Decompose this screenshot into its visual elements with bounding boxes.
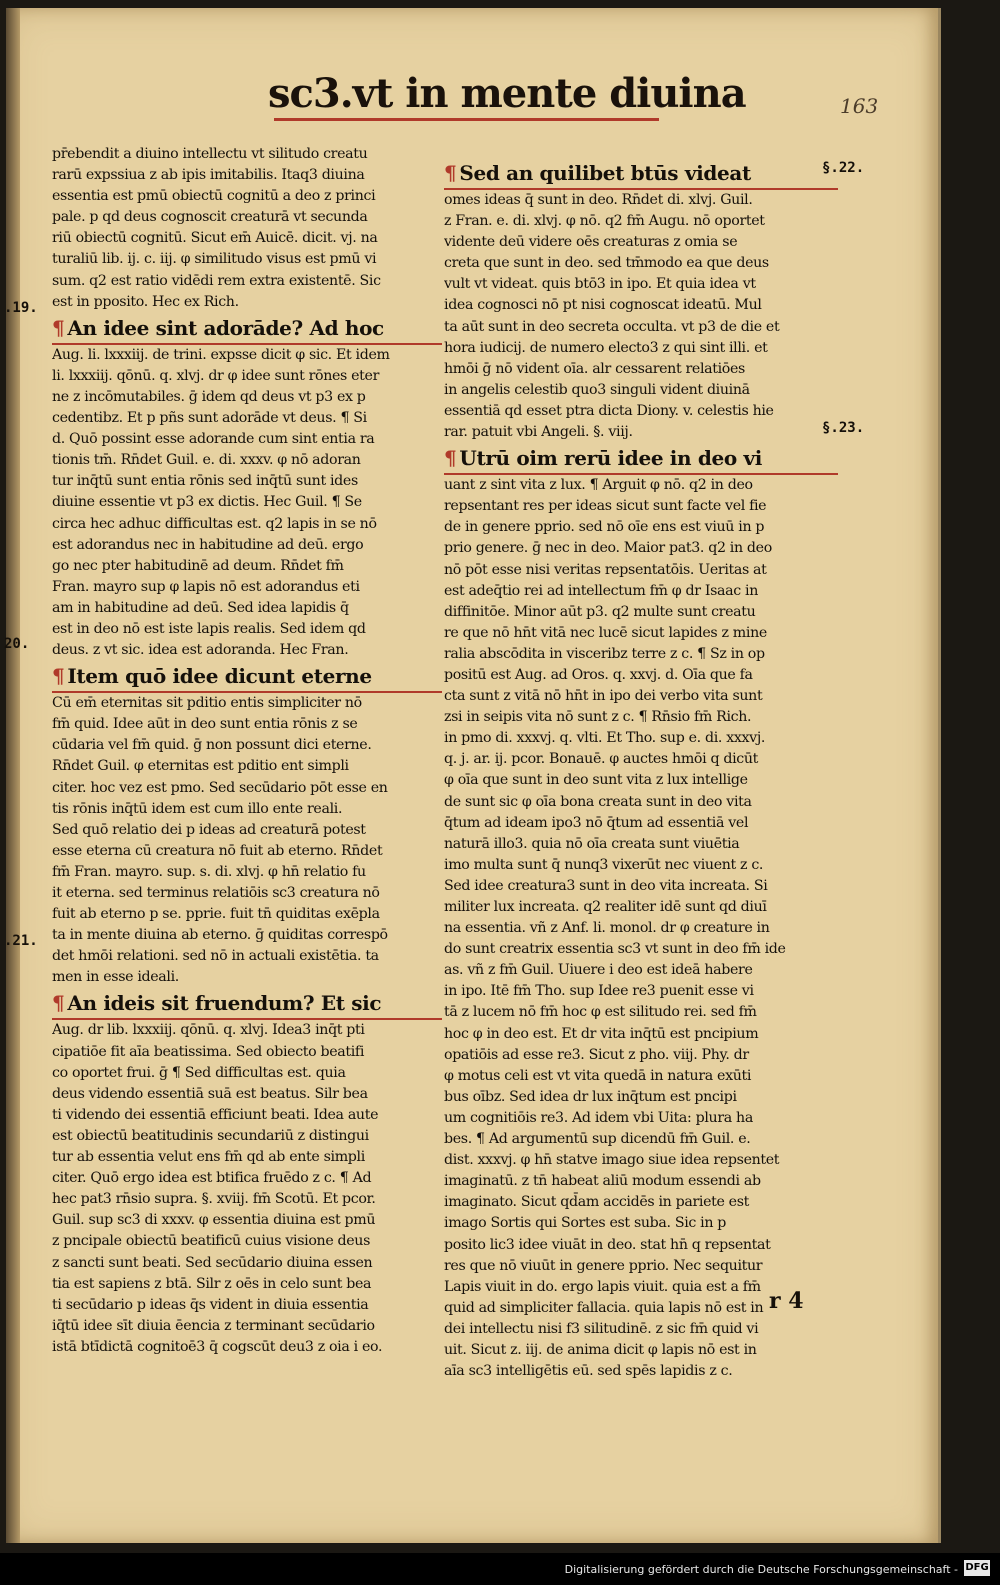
text-line: z sancti sunt beati. Sed secūdario diuina essen <box>52 1254 373 1271</box>
text-line: Sed quō relatio dei p ideas ad creaturā potest <box>52 821 366 838</box>
text-line: deus videndo essentiā suā est beatus. Silr bea <box>52 1085 368 1102</box>
text-line: cipatiōe fit aīa beatissima. Sed obiecto beatifi <box>52 1043 365 1060</box>
section-heading-19: ¶ An idee sint adorāde? Ad hoc <box>52 313 442 345</box>
folio-number: 163 <box>840 94 879 118</box>
text-line: fm̄ Fran. mayro. sup. s. di. xlvj. φ hn̄ relatio fu <box>52 863 366 880</box>
text-line: repsentant res per ideas sicut sunt facte vel fie <box>444 498 767 515</box>
text-line: Rn̄det Guil. φ eternitas est pditio ent simpli <box>52 758 349 775</box>
text-line: uit. Sicut z. iij. de anima dicit φ lapis nō est in <box>444 1341 757 1358</box>
margin-note-22: §.22. <box>822 160 865 176</box>
text-line: res que nō viuūt in genere pprio. Nec sequitur <box>444 1257 763 1274</box>
pilcrow-mark: ¶ <box>52 991 65 1016</box>
text-line: Aug. dr lib. lxxxiij. qōnū. q. xlvj. Idea3 inq̄t pti <box>52 1022 365 1039</box>
text-line: in pmo di. xxxvj. q. vlti. Et Tho. sup e. di. xxxvj. <box>444 730 766 747</box>
section-text-22 <box>444 190 816 443</box>
text-line: diuine essentie vt p3 ex dictis. Hec Guil. ¶ Se <box>52 494 362 511</box>
text-line: φ oīa que sunt in deo sunt vita z lux intellige <box>444 772 748 789</box>
text-line: tur inq̄tū sunt entia rōnis sed inq̄tū sunt ides <box>52 473 358 490</box>
text-line: co oportet frui. ḡ ¶ Sed difficultas est. quia <box>52 1064 346 1081</box>
footer-credit: Digitalisierung gefördert durch die Deutsche Forschungsgemeinschaft - <box>564 1563 958 1576</box>
text-line: vult vt videat. quis btō3 in ipo. Et quia idea vt <box>444 276 756 293</box>
text-line: cedentibz. Et p pñs sunt adorāde vt deus. ¶ Si <box>52 410 367 427</box>
text-line: cūdaria vel fm̄ quid. ḡ non possunt dici eterne. <box>52 737 372 754</box>
text-line: turaliū lib. ij. c. iij. φ similitudo visus est pmū vi <box>52 251 377 268</box>
text-line: d. Quō possint esse adorande cum sint entia ra <box>52 431 375 448</box>
section-text-20 <box>52 693 420 988</box>
text-line: istā btīdictā cognitoē3 q̄ cogscūt deu3 z oia i eo. <box>52 1338 383 1355</box>
text-line: it eterna. sed terminus relatiōis sc3 creatura nō <box>52 885 380 901</box>
running-head: sc3.vt in mente diuina <box>268 70 746 117</box>
text-line: est in deo nō est iste lapis realis. Sed idem qd <box>52 620 366 637</box>
text-line: q. j. ar. ij. pcor. Bonauē. φ auctes hmōi q dicūt <box>444 751 759 768</box>
text-line: tis rōnis inq̄tū idem est cum illo ente reali. <box>52 800 343 817</box>
text-line: go nec pter habitudinē ad deum. Rn̄det fm̄ <box>52 557 344 574</box>
pilcrow-mark: ¶ <box>52 664 65 689</box>
text-line: deus. z vt sic. idea est adoranda. Hec Fran. <box>52 642 349 659</box>
page-gutter <box>6 8 20 1543</box>
text-line: Lapis viuit in do. ergo lapis viuit. quia est a fm̄ <box>444 1278 761 1295</box>
text-line: imaginato. Sicut qd̄am accidēs in pariete est <box>444 1194 749 1211</box>
text-line: fm̄ quid. Idee aūt in deo sunt entia rōnis z se <box>52 716 358 733</box>
text-line: essentiā qd esset ptra dicta Diony. v. celestis hie <box>444 402 774 419</box>
text-line: est in pposito. Hec ex Rich. <box>52 293 239 310</box>
text-line: uant z sint vita z lux. ¶ Arguit φ nō. q2 in deo <box>444 477 753 494</box>
text-line: de sunt sic φ oīa bona creata sunt in deo vita <box>444 793 752 810</box>
text-line: idea cognosci nō pt nisi cognoscat ideatū. Mul <box>444 297 762 314</box>
text-line: do sunt creatrix essentia sc3 vt sunt in deo fm̄ ide <box>444 941 786 958</box>
text-line: vidente deū videre oēs creaturas z omia se <box>444 234 738 251</box>
text-line: posito lic3 idee viuāt in deo. stat hn̄ q repsentat <box>444 1236 771 1253</box>
text-line: quid ad simpliciter fallacia. quia lapis nō est in <box>444 1299 764 1316</box>
text-line: pr̄ebendit a diuino intellectu vt silitudo creatu <box>52 146 368 162</box>
section-heading-23: ¶ Utrū oim rerū idee in deo vi <box>444 443 838 475</box>
text-line: Aug. li. lxxxiij. de trini. expsse dicit φ sic. Et idem <box>52 346 390 363</box>
section-text-19 <box>52 345 420 661</box>
text-line: rarū expssiua z ab ipis imitabilis. Itaq3 diuina <box>52 167 365 184</box>
text-line: tur ab essentia velut ens fm̄ qd ab ente simpli <box>52 1149 365 1166</box>
text-line: as. vñ z fm̄ Guil. Uiuere i deo est ideā habere <box>444 962 753 979</box>
text-line: positū est Aug. ad Oros. q. xxvj. d. Oīa que fa <box>444 666 753 683</box>
text-line: bus oībz. Sed idea dr lux inq̄tum est pncipi <box>444 1088 737 1105</box>
text-line: circa hec adhuc difficultas est. q2 lapis in se nō <box>52 515 377 532</box>
text-line: rar. patuit vbi Angeli. §. viij. <box>444 424 633 441</box>
text-line: diffinitōe. Minor aūt p3. q2 multe sunt creatu <box>444 603 756 620</box>
running-head-rule <box>274 118 659 121</box>
text-line: est adorandus nec in habitudine ad deū. ergo <box>52 536 364 553</box>
text-line: militer lux increata. q2 realiter idē sunt qd diuī <box>444 899 767 915</box>
text-line: z pncipale obiectū beatificū cuius visione deus <box>52 1233 371 1250</box>
text-line: re que nō hn̄t vitā nec lucē sicut lapides z mine <box>444 624 767 641</box>
text-line: na essentia. vñ z Anf. li. monol. dr φ creature in <box>444 920 770 937</box>
text-line: riū obiectū cognitū. Sicut em̄ Auicē. dicit. vj. na <box>52 230 378 247</box>
section-heading-21: ¶ An ideis sit fruendum? Et sic <box>52 988 442 1020</box>
text-line: omes ideas q̄ sunt in deo. Rn̄det di. xlvj. Guil. <box>444 192 753 208</box>
dfg-logo: DFG <box>964 1560 990 1576</box>
text-line: hmōi ḡ nō vident oīa. alr cessarent relatiōes <box>444 360 745 377</box>
margin-note-21: .21. <box>4 933 38 949</box>
text-line: nō pōt esse nisi veritas repsentatōis. Ueritas at <box>444 561 767 578</box>
text-line: ta aūt sunt in deo secreta occulta. vt p3 de die et <box>444 318 780 335</box>
text-line: esse eterna cū creatura nō fuit ab eterno. Rn̄det <box>52 842 383 859</box>
text-line: zsi in seipis vita nō sunt z c. ¶ Rn̄sio fm̄ Rich. <box>444 709 752 726</box>
section-text-23 <box>444 475 816 1382</box>
text-line: naturā illo3. quia nō oīa creata sunt viuētia <box>444 835 740 852</box>
left-column <box>52 144 420 1358</box>
text-line: am in habitudine ad deū. Sed idea lapidis q̄ <box>52 599 349 616</box>
text-line: Fran. mayro sup φ lapis nō est adorandus eti <box>52 578 360 595</box>
text-line: imago Sortis qui Sortes est suba. Sic in p <box>444 1215 726 1232</box>
text-line: hec pat3 rn̄sio supra. §. xviij. fm̄ Scotū. Et pcor. <box>52 1191 376 1208</box>
text-line: imaginatū. z tn̄ habeat aliū modum essendi ab <box>444 1173 761 1190</box>
text-line: det hmōi relationi. sed nō in actuali existētia. ta <box>52 948 379 965</box>
section-text-21 <box>52 1020 420 1358</box>
text-line: dei intellectu nisi f3 silitudinē. z sic fm̄ quid vi <box>444 1320 759 1337</box>
text-line: opatiōis ad esse re3. Sicut z pho. viij. Phy. dr <box>444 1046 749 1063</box>
text-line: q̄tum ad ideam ipo3 nō q̄tum ad essentiā vel <box>444 814 749 831</box>
text-line: ta in mente diuina ab eterno. ḡ quiditas correspō <box>52 927 388 944</box>
text-line: est adeq̄tio rei ad intellectum fm̄ φ dr Isaac in <box>444 582 758 599</box>
text-line: Sed idee creatura3 sunt in deo vita increata. Si <box>444 877 768 894</box>
signature-mark: r 4 <box>769 1288 804 1314</box>
text-line: um cognitiōis re3. Ad idem vbi Uita: plura ha <box>444 1109 753 1126</box>
text-line: in angelis celestib quo3 singuli vident diuinā <box>444 381 750 398</box>
text-line: ralia abscōdita in visceribz terre z c. ¶ Sz in op <box>444 645 765 662</box>
text-line: dist. xxxvj. φ hn̄ statve imago siue idea repsentet <box>444 1152 780 1169</box>
section-heading-22: ¶ Sed an quilibet btūs videat <box>444 158 838 190</box>
text-line: z Fran. e. di. xlvj. φ nō. q2 fm̄ Augu. nō oportet <box>444 213 765 230</box>
text-line: prio genere. ḡ nec in deo. Maior pat3. q2 in deo <box>444 540 772 557</box>
text-line: aīa sc3 intelligētis eū. sed spēs lapidis z c. <box>444 1363 733 1380</box>
margin-note-19: .19. <box>4 300 38 316</box>
text-line: pale. p qd deus cognoscit creaturā vt secunda <box>52 209 368 226</box>
book-page <box>6 8 941 1543</box>
margin-note-23: §.23. <box>822 420 865 436</box>
text-line: φ motus celi est vt vita quedā in natura exūti <box>444 1067 752 1084</box>
text-line: fuit ab eterno p se. pprie. fuit tn̄ quiditas exēpla <box>52 906 380 923</box>
pilcrow-mark: ¶ <box>52 315 65 340</box>
text-line: cta sunt z vitā nō hn̄t in ipo dei verbo vita sunt <box>444 688 763 705</box>
text-line: in ipo. Itē fm̄ Tho. sup Idee re3 puenit esse vi <box>444 983 754 1000</box>
text-line: ti secūdario p ideas q̄s vident in diuia essentia <box>52 1296 369 1313</box>
text-line: hora iudicij. de numero electo3 z qui sint illi. et <box>444 339 768 356</box>
text-line: men in esse ideali. <box>52 969 179 986</box>
text-line: tia est sapiens z btā. Silr z oēs in celo sunt bea <box>52 1275 372 1292</box>
text-line: imo multa sunt q̄ nunq3 vixerūt nec viuent z c. <box>444 856 764 873</box>
left-intro-text <box>52 144 420 313</box>
text-line: tionis tm̄. Rn̄det Guil. e. di. xxxv. φ nō adoran <box>52 452 361 469</box>
text-line: creta que sunt in deo. sed tm̄modo ea que deus <box>444 255 769 272</box>
text-line: est obiectū beatitudinis secundariū z distingui <box>52 1127 369 1144</box>
text-line: de in genere pprio. sed nō oīe ens est viuū in p <box>444 519 765 536</box>
margin-note-20: 20. <box>4 636 30 652</box>
text-line: ne z incōmutabiles. ḡ idem qd deus vt p3 ex p <box>52 388 366 405</box>
text-line: li. lxxxiij. qōnū. q. xlvj. dr φ idee sunt rōnes eter <box>52 367 380 384</box>
text-line: iq̄tū idee sīt diuia ēencia z terminant secūdario <box>52 1317 375 1334</box>
text-line: citer. Quō ergo idea est btifica fruēdo z c. ¶ Ad <box>52 1170 372 1187</box>
text-line: hoc φ in deo est. Et dr vita inq̄tū est pncipium <box>444 1025 759 1042</box>
right-column <box>444 158 816 1382</box>
text-line: Guil. sup sc3 di xxxv. φ essentia diuina est pmū <box>52 1212 376 1229</box>
section-heading-20: ¶ Item quō idee dicunt eterne <box>52 661 442 693</box>
text-line: tā z lucem nō fm̄ hoc φ est silitudo rei. sed fm̄ <box>444 1004 757 1021</box>
text-line: bes. ¶ Ad argumentū sup dicendū fm̄ Guil. e. <box>444 1131 751 1148</box>
text-line: sum. q2 est ratio vidēdi rem extra existentē. Sic <box>52 272 381 289</box>
text-line: essentia est pmū obiectū cognitū a deo z princi <box>52 188 376 205</box>
text-line: ti videndo dei essentiā efficiunt beati. Idea aute <box>52 1106 379 1123</box>
text-line: Cū em̄ eternitas sit pditio entis simpliciter nō <box>52 695 362 712</box>
pilcrow-mark: ¶ <box>444 446 457 471</box>
pilcrow-mark: ¶ <box>444 161 457 185</box>
text-line: citer. hoc vez est pmo. Sed secūdario pōt esse en <box>52 779 388 796</box>
